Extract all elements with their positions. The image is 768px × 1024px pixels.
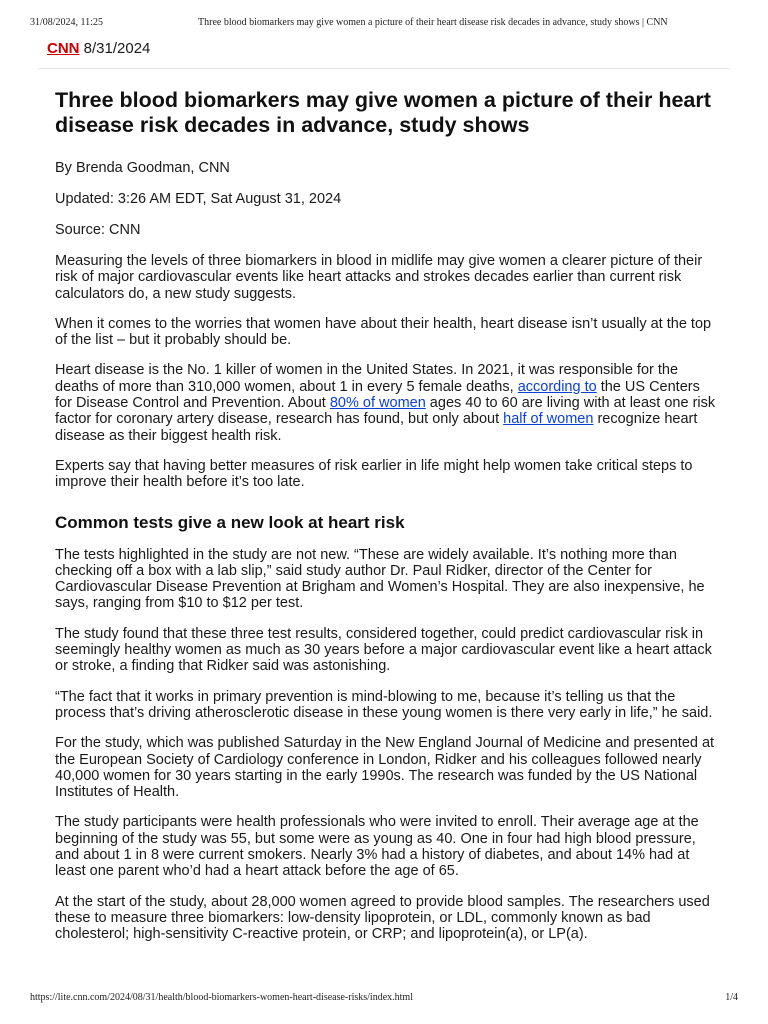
subheading-common-tests: Common tests give a new look at heart risk [55, 512, 405, 532]
paragraph-2: When it comes to the worries that women have about their health, heart disease isn’t usually at the top of the list – but it probably should be. [55, 315, 712, 349]
paragraph-10: At the start of the study, about 28,000 women agreed to provide blood samples. The researchers used these to measure three biomarkers: low-density lipoprotein, or LDL, commonly known as bad cholesterol; high-sensitivity C-reactive protein, or CRP; and lipoprotein(a), or LP(a). [55, 893, 710, 943]
article-headline: Three blood biomarkers may give women a picture of their heart disease risk decades in advance, study shows [55, 88, 711, 137]
paragraph-6: The study found that these three test results, considered together, could predict cardiovascular risk in seemingly healthy women as much as 30 years before a major cardiovascular event like a heart attack or stroke, a finding that Ridker said was astonishing. [55, 625, 712, 675]
paragraph-5: The tests highlighted in the study are not new. “These are widely available. It’s nothing more than checking off a box with a lab slip,” said study author Dr. Paul Ridker, director of the Center for Cardiovascular Disease Prevention at Brigham and Women’s Hospital. They are also inexpensive, he says, ranging from $10 to $12 per test. [55, 546, 705, 612]
masthead-date: 8/31/2024 [83, 40, 151, 57]
article-body [55, 88, 720, 957]
paragraph-8: For the study, which was published Saturday in the New England Journal of Medicine and presented at the European Society of Cardiology conference in London, Ridker and his colleagues followed nearly 40,000 women for 30 years starting in the early 1990s. The research was funded by the US National Institutes of Health. [55, 735, 715, 801]
link-half-of-women[interactable]: half of women [503, 411, 594, 428]
paragraph-3-text-1: Heart disease is the No. 1 killer of women in the United States. In 2021, it was responsible for the deaths of more than 310,000 women, about 1 in every 5 female deaths, [55, 362, 679, 395]
print-footer [30, 992, 738, 1006]
link-according-to[interactable]: according to [517, 378, 597, 395]
paragraph-3 [55, 362, 720, 443]
byline: By Brenda Goodman, CNN [55, 160, 230, 176]
cnn-logo-link[interactable]: CNN [47, 40, 80, 57]
paragraph-3-text-2: the US Centers for Disease Control and Prevention. About [55, 378, 700, 412]
print-doc-title: Three blood biomarkers may give women a picture of their heart disease risk decades in advance, study shows | CNN [198, 17, 668, 28]
source-line: Source: CNN [55, 222, 141, 238]
link-80-percent-of-women[interactable]: 80% of women [329, 395, 426, 412]
print-url: https://lite.cnn.com/2024/08/31/health/blood-biomarkers-women-heart-disease-risks/index.html [30, 992, 413, 1003]
print-header [30, 17, 738, 31]
print-datetime: 31/08/2024, 11:25 [30, 17, 103, 28]
header-divider [38, 68, 730, 69]
page-number: 1/4 [725, 992, 738, 1003]
updated-timestamp: Updated: 3:26 AM EDT, Sat August 31, 2024 [55, 191, 342, 207]
paragraph-1: Measuring the levels of three biomarkers in blood in midlife may give women a clearer picture of their risk of major cardiovascular events like heart attacks and strokes decades earlier than current risk calculators do, a new study suggests. [55, 253, 703, 302]
masthead [47, 40, 150, 57]
paragraph-7: “The fact that it works in primary prevention is mind-blowing to me, because it’s telling us that the process that’s driving atherosclerotic disease in these young women is there very early in life,” he said. [55, 688, 713, 721]
paragraph-3-text-3: ages 40 to 60 are living with at least one risk factor for coronary artery disease, research has found, but only about [55, 395, 716, 428]
paragraph-4: Experts say that having better measures of risk earlier in life might help women take critical steps to improve their health before it’s too late. [55, 457, 693, 491]
paragraph-9: The study participants were health professionals who were invited to enroll. Their average age at the beginning of the study was 55, but some were as young as 40. One in four had high blood pressure, and about 1 in 8 were current smokers. Nearly 3% had a history of diabetes, and about 14% had at least one parent who’d had a heart attack before the age of 65. [55, 814, 699, 880]
paragraph-3-text-4: recognize heart disease as their biggest health risk. [55, 411, 698, 444]
